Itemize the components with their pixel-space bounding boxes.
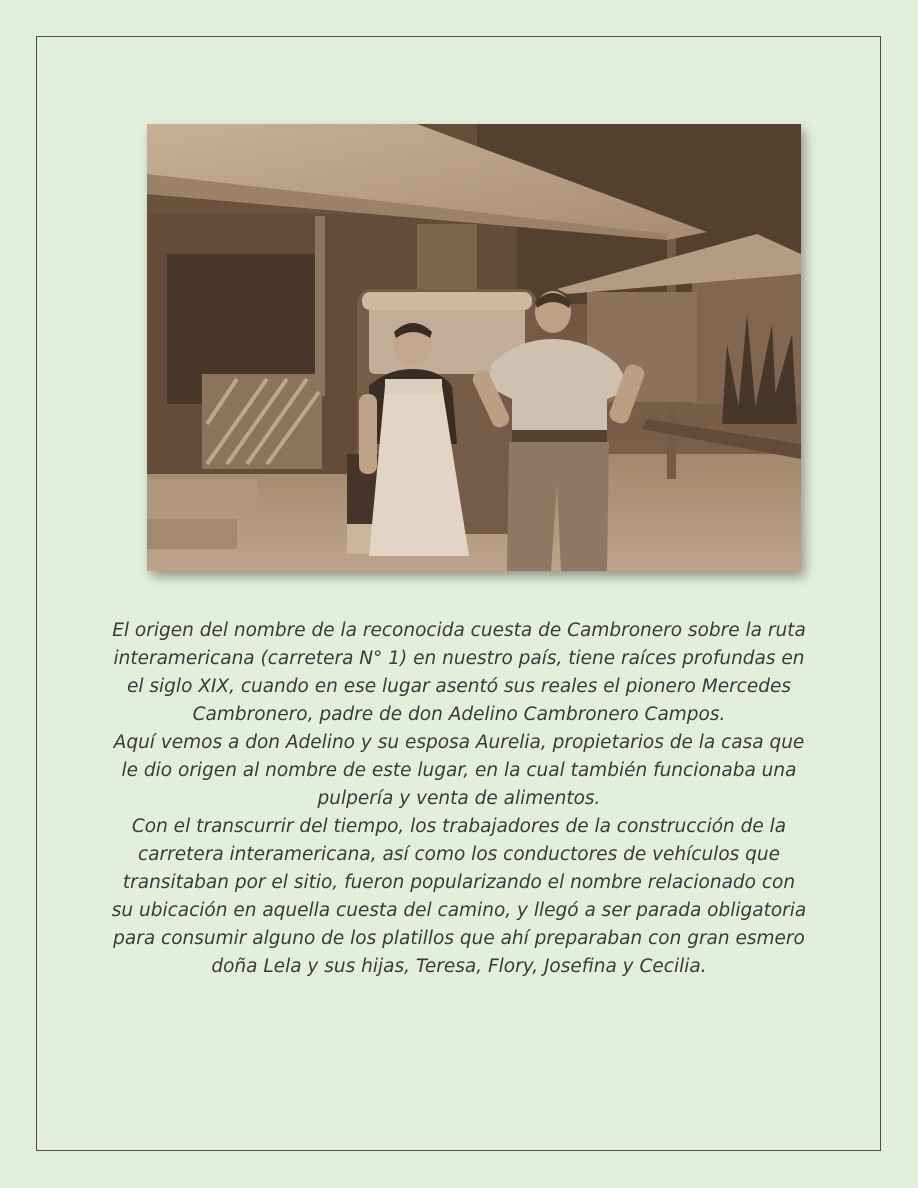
caption-paragraph-couple: Aquí vemos a don Adelino y su esposa Aurelia, propietarios de la casa que le dio origen al nombre de este lugar, en la cual también funcionaba una pulpería y venta de alimentos. bbox=[113, 732, 805, 809]
caption-paragraph-history: Con el transcurrir del tiempo, los trabajadores de la construcción de la carretera interamericana, así como los conductores de vehículos que transitaban por el sitio, fueron popularizando el nombre relacionado con su ubicación en aquella cuesta del camino, y llegó a ser parada obligatoria para consumir alguno de los platillos que ahí preparaban con gran esmero doña Lela y sus hijas, Teresa, Flory, Josefina y Cecilia. bbox=[111, 816, 807, 977]
photo-caption bbox=[110, 617, 808, 981]
caption-paragraph-origin: El origen del nombre de la reconocida cuesta de Cambronero sobre la ruta interamericana (carretera N° 1) en nuestro país, tiene raíces profundas en el siglo XIX, cuando en ese lugar asentó sus reales el pionero Mercedes Cambronero, padre de don Adelino Cambronero Campos. bbox=[112, 620, 806, 725]
historic-photo bbox=[147, 124, 801, 571]
photo-illustration bbox=[147, 124, 801, 571]
